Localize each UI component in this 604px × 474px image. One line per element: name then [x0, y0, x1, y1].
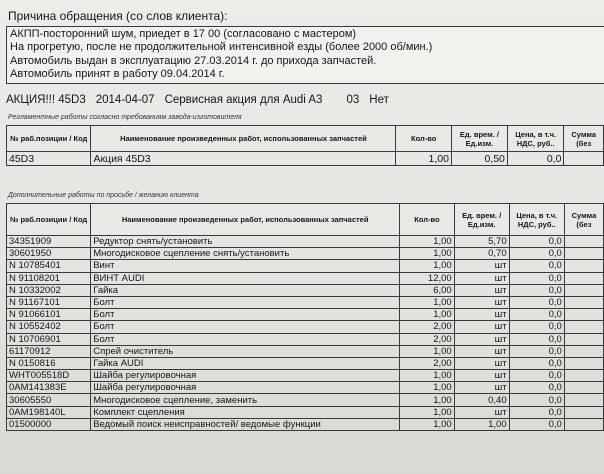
reason-title: Причина обращения (со слов клиента):: [8, 9, 228, 23]
cell-qty: 6,00: [400, 284, 455, 296]
cell-qty: 2,00: [400, 321, 455, 333]
cell-name: Редуктор снять/установить: [91, 236, 400, 248]
cell-unit: 1,00: [454, 418, 509, 430]
cell-sum: [564, 236, 603, 248]
cell-unit: шт: [454, 296, 509, 308]
cell-qty: 1,00: [400, 296, 455, 308]
cell-qty: 1,00: [396, 152, 452, 166]
cell-name: Гайка: [91, 284, 400, 296]
cell-name: Болт: [91, 333, 400, 345]
cell-name: Гайка AUDI: [91, 357, 400, 369]
table-row: [7, 296, 604, 308]
cell-unit: 0,70: [454, 248, 509, 260]
cell-unit: 0,50: [451, 152, 507, 166]
header-price: Цена, в т.ч. НДС, руб..: [507, 126, 564, 152]
cell-name: Шайба регулировочная: [91, 370, 400, 382]
cell-sum: [564, 418, 603, 430]
table-row: [7, 333, 604, 345]
cell-code: N 10552402: [7, 321, 91, 333]
header-code: № раб.позиции / Код: [7, 126, 91, 152]
cell-sum: [564, 382, 603, 394]
cell-sum: [564, 152, 604, 166]
reason-line: Автомобиль принят в работу 09.04.2014 г.: [10, 68, 225, 80]
header-price: Цена, в т.ч. НДС, руб..: [509, 204, 564, 236]
header-name: Наименование произведенных работ, использованных запчастей: [91, 204, 400, 236]
cell-sum: [564, 345, 603, 357]
table-row: [7, 357, 604, 369]
cell-price: 0,0: [509, 260, 564, 272]
table-row: [7, 236, 604, 248]
cell-unit: шт: [454, 272, 509, 284]
table-row: [7, 382, 604, 394]
cell-sum: [564, 309, 603, 321]
table-row: [7, 152, 604, 166]
action-label: АКЦИЯ!!! 45D3: [6, 94, 86, 106]
cell-name: Акция 45D3: [91, 152, 396, 166]
cell-qty: 1,00: [400, 248, 455, 260]
cell-price: 0,0: [509, 333, 564, 345]
cell-name: Болт: [91, 309, 400, 321]
cell-code: N 91167101: [7, 296, 91, 308]
cell-code: N 10332002: [7, 284, 91, 296]
cell-code: 45D3: [7, 152, 91, 166]
cell-name: ВИНТ AUDI: [91, 272, 400, 284]
cell-qty: 1,00: [400, 260, 455, 272]
action-line: [6, 94, 399, 106]
action-description: Сервисная акция для Audi A3: [164, 94, 323, 106]
cell-unit: шт: [454, 406, 509, 418]
cell-price: 0,0: [509, 296, 564, 308]
header-qty: Кол-во: [396, 126, 452, 152]
table-row: [7, 309, 604, 321]
cell-sum: [564, 406, 603, 418]
cell-code: 0AM198140L: [7, 406, 91, 418]
additional-rows: [7, 236, 604, 431]
header-code: № раб.позиции / Код: [7, 204, 91, 236]
table-row: [7, 345, 604, 357]
cell-code: 30601950: [7, 248, 91, 260]
cell-name: Болт: [91, 321, 400, 333]
reason-line: АКПП-посторонний шум, приедет в 17 00 (согласовано с мастером): [10, 28, 357, 40]
table-row: [7, 321, 604, 333]
cell-unit: шт: [454, 345, 509, 357]
cell-code: N 91066101: [7, 309, 91, 321]
cell-price: 0,0: [509, 382, 564, 394]
regulated-works-table: [6, 125, 604, 166]
cell-unit: шт: [454, 260, 509, 272]
header-name: Наименование произведенных работ, использованных запчастей: [91, 126, 396, 152]
cell-qty: 1,00: [400, 309, 455, 321]
cell-price: 0,0: [509, 321, 564, 333]
reason-line: На прогретую, после не продолжительной интенсивной езды (более 2000 об/мин.): [10, 41, 433, 53]
action-date: 2014-04-07: [95, 94, 155, 106]
action-flag: Нет: [369, 94, 389, 106]
cell-name: Болт: [91, 296, 400, 308]
table-row: [7, 418, 604, 430]
cell-sum: [564, 321, 603, 333]
table-row: [7, 284, 604, 296]
regulated-caption: Регламентные работы согласно требованиям завода-изготовителя: [8, 114, 242, 121]
cell-unit: шт: [454, 382, 509, 394]
cell-price: 0,0: [509, 370, 564, 382]
cell-code: WHT005518D: [7, 370, 91, 382]
additional-caption: Дополнительные работы по просьбе / желанию клиента: [8, 192, 199, 199]
cell-code: 01500000: [7, 418, 91, 430]
cell-code: N 10706901: [7, 333, 91, 345]
header-unit: Ед. врем. / Ед.изм.: [451, 126, 507, 152]
cell-unit: шт: [454, 309, 509, 321]
cell-name: Многодисковое сцепление снять/установить: [91, 248, 400, 260]
cell-sum: [564, 284, 603, 296]
cell-sum: [564, 370, 603, 382]
cell-price: 0,0: [507, 152, 564, 166]
cell-price: 0,0: [509, 272, 564, 284]
header-sum: Сумма (без: [564, 204, 603, 236]
cell-qty: 1,00: [400, 394, 455, 406]
additional-works-table: [6, 203, 604, 431]
cell-code: 61170912: [7, 345, 91, 357]
cell-name: Спрей очиститель: [91, 345, 400, 357]
cell-qty: 1,00: [400, 418, 455, 430]
cell-name: Комплект сцепления: [91, 406, 400, 418]
cell-sum: [564, 394, 603, 406]
cell-unit: шт: [454, 321, 509, 333]
header-qty: Кол-во: [400, 204, 455, 236]
cell-qty: 1,00: [400, 406, 455, 418]
cell-qty: 1,00: [400, 382, 455, 394]
cell-code: N 0150816: [7, 357, 91, 369]
cell-qty: 12,00: [400, 272, 455, 284]
table-row: [7, 260, 604, 272]
cell-price: 0,0: [509, 309, 564, 321]
cell-name: Винт: [91, 260, 400, 272]
cell-sum: [564, 260, 603, 272]
header-sum: Сумма (без: [564, 126, 604, 152]
cell-price: 0,0: [509, 418, 564, 430]
cell-price: 0,0: [509, 345, 564, 357]
cell-price: 0,0: [509, 236, 564, 248]
cell-code: 34351909: [7, 236, 91, 248]
cell-qty: 1,00: [400, 236, 455, 248]
cell-price: 0,0: [509, 357, 564, 369]
cell-code: 0AM141383E: [7, 382, 91, 394]
table-row: [7, 248, 604, 260]
cell-unit: 0,40: [454, 394, 509, 406]
cell-qty: 2,00: [400, 333, 455, 345]
cell-price: 0,0: [509, 284, 564, 296]
cell-price: 0,0: [509, 248, 564, 260]
cell-sum: [564, 272, 603, 284]
cell-code: N 10785401: [7, 260, 91, 272]
cell-sum: [564, 296, 603, 308]
cell-name: Ведомый поиск неисправностей/ ведомые функции: [91, 418, 400, 430]
reason-line: Автомобиль выдан в эксплуатацию 27.03.2014 г. до прихода запчастей.: [10, 55, 377, 67]
cell-unit: 5,70: [454, 236, 509, 248]
table-row: [7, 370, 604, 382]
cell-unit: шт: [454, 370, 509, 382]
cell-qty: 1,00: [400, 370, 455, 382]
table-row: [7, 406, 604, 418]
header-unit: Ед. врем. / Ед.изм.: [454, 204, 509, 236]
reason-box: [6, 26, 604, 84]
table-row: [7, 394, 604, 406]
cell-code: N 91108201: [7, 272, 91, 284]
table-row: [7, 272, 604, 284]
cell-sum: [564, 333, 603, 345]
cell-name: Многодисковое сцепление, заменить: [91, 394, 400, 406]
cell-price: 0,0: [509, 406, 564, 418]
cell-unit: шт: [454, 284, 509, 296]
cell-qty: 2,00: [400, 357, 455, 369]
cell-code: 30605550: [7, 394, 91, 406]
cell-sum: [564, 248, 603, 260]
cell-unit: шт: [454, 333, 509, 345]
cell-price: 0,0: [509, 394, 564, 406]
cell-qty: 1,00: [400, 345, 455, 357]
cell-sum: [564, 357, 603, 369]
cell-unit: шт: [454, 357, 509, 369]
cell-name: Шайба регулировочная: [91, 382, 400, 394]
action-code: 03: [346, 94, 360, 106]
